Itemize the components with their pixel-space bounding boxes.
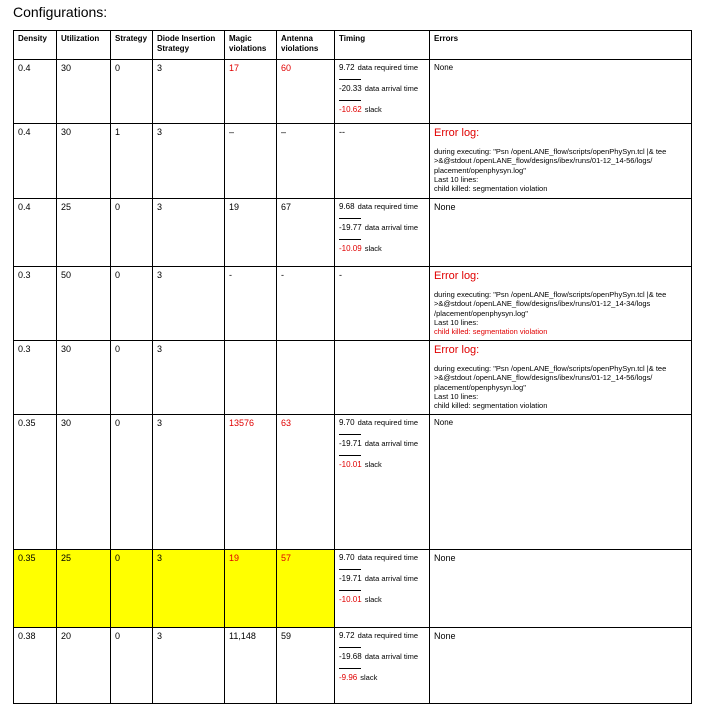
cell-strategy: 0 xyxy=(111,341,153,415)
cell-utilization: 30 xyxy=(57,60,111,124)
cell-strategy: 0 xyxy=(111,267,153,341)
cell-antenna: – xyxy=(277,124,335,199)
timing-arrival-label: data arrival time xyxy=(364,438,419,448)
cell-diode: 3 xyxy=(153,124,225,199)
cell-errors xyxy=(430,627,692,703)
timing-required: 9.70 xyxy=(339,417,355,427)
timing-divider xyxy=(339,455,361,456)
cell-diode: 3 xyxy=(153,549,225,627)
timing-arrival: -20.33 xyxy=(339,84,362,93)
table-row xyxy=(14,60,692,124)
table-row xyxy=(14,124,692,199)
table-row xyxy=(14,414,692,549)
cell-antenna: - xyxy=(277,267,335,341)
page-title: Configurations: xyxy=(13,4,108,20)
cell-errors xyxy=(430,199,692,267)
timing-arrival-label: data arrival time xyxy=(364,651,419,661)
configurations-table xyxy=(13,30,692,704)
cell-strategy: 0 xyxy=(111,60,153,124)
timing-arrival-label: data arrival time xyxy=(364,573,419,583)
timing-arrival-label: data arrival time xyxy=(364,223,419,232)
timing-slack: -9.96 xyxy=(339,672,358,682)
timing-divider xyxy=(339,100,361,101)
timing-required-label: data required time xyxy=(357,202,419,211)
cell-magic: - xyxy=(225,267,277,341)
cell-errors xyxy=(430,341,692,415)
cell-errors xyxy=(430,60,692,124)
error-log-message: child killed: segmentation violation xyxy=(434,327,548,337)
timing-arrival: -19.71 xyxy=(339,438,362,448)
header-errors: Errors xyxy=(430,31,692,60)
error-log-lines: Last 10 lines: xyxy=(434,174,479,184)
cell-density: 0.4 xyxy=(14,60,57,124)
cell-timing xyxy=(335,549,430,627)
cell-density: 0.38 xyxy=(14,627,57,703)
cell-diode: 3 xyxy=(153,414,225,549)
error-log-message: child killed: segmentation violation xyxy=(434,401,548,411)
cell-utilization: 30 xyxy=(57,124,111,199)
error-log-title: Error log: xyxy=(434,270,480,282)
table-row-highlighted xyxy=(14,549,692,627)
errors-none: None xyxy=(434,63,454,72)
error-log-text: during executing: "Psn /openLANE_flow/scripts/openPhySyn.tcl |& tee >&@stdout /openLANE_flow/designs/ibex/runs/01-12_14-56/logs/ placement/openphysyn.log" xyxy=(434,146,667,175)
cell-density: 0.35 xyxy=(14,414,57,549)
cell-diode: 3 xyxy=(153,199,225,267)
timing-divider xyxy=(339,434,361,435)
table-row xyxy=(14,199,692,267)
cell-errors xyxy=(430,414,692,549)
cell-strategy: 0 xyxy=(111,414,153,549)
timing-arrival: -19.77 xyxy=(339,223,362,232)
error-log-text: during executing: "Psn /openLANE_flow/scripts/openPhySyn.tcl |& tee >&@stdout /openLANE_flow/designs/ibex/runs/01-12_14-34/logs /placement/openphysyn.log" xyxy=(434,289,667,318)
errors-none: None xyxy=(434,630,456,641)
timing-divider xyxy=(339,569,361,570)
timing-slack-label: slack xyxy=(364,594,382,604)
header-magic-violations: Magic violations xyxy=(225,31,277,60)
timing-slack: -10.09 xyxy=(339,244,362,253)
cell-diode: 3 xyxy=(153,341,225,415)
cell-timing xyxy=(335,414,430,549)
timing-arrival-label: data arrival time xyxy=(364,84,419,93)
cell-strategy: 0 xyxy=(111,549,153,627)
timing-arrival: -19.68 xyxy=(339,651,362,661)
timing-divider xyxy=(339,239,361,240)
cell-strategy: 0 xyxy=(111,627,153,703)
cell-antenna: 57 xyxy=(277,549,335,627)
cell-diode: 3 xyxy=(153,627,225,703)
timing-required-label: data required time xyxy=(357,63,419,72)
table-row xyxy=(14,341,692,415)
cell-density: 0.3 xyxy=(14,341,57,415)
timing-required: 9.72 xyxy=(339,63,355,72)
cell-timing xyxy=(335,627,430,703)
cell-density: 0.4 xyxy=(14,124,57,199)
cell-magic xyxy=(225,341,277,415)
cell-utilization: 30 xyxy=(57,341,111,415)
cell-diode: 3 xyxy=(153,267,225,341)
cell-antenna: 67 xyxy=(277,199,335,267)
cell-magic: 11,148 xyxy=(225,627,277,703)
error-log-title: Error log: xyxy=(434,127,480,139)
cell-antenna: 59 xyxy=(277,627,335,703)
header-strategy: Strategy xyxy=(111,31,153,60)
cell-magic: 13576 xyxy=(225,414,277,549)
timing-arrival: -19.71 xyxy=(339,573,362,583)
timing-required: 9.72 xyxy=(339,630,355,640)
cell-density: 0.4 xyxy=(14,199,57,267)
cell-utilization: 30 xyxy=(57,414,111,549)
error-log-lines: Last 10 lines: xyxy=(434,317,479,327)
timing-required-label: data required time xyxy=(357,417,419,427)
cell-strategy: 1 xyxy=(111,124,153,199)
timing-divider xyxy=(339,647,361,648)
table-header-row xyxy=(14,31,692,60)
cell-density: 0.35 xyxy=(14,549,57,627)
timing-divider xyxy=(339,79,361,80)
timing-slack: -10.01 xyxy=(339,594,362,604)
timing-slack-label: slack xyxy=(360,672,378,682)
error-log-title: Error log: xyxy=(434,344,480,356)
cell-errors xyxy=(430,124,692,199)
timing-divider xyxy=(339,590,361,591)
header-antenna-violations: Antenna violations xyxy=(277,31,335,60)
error-log-text: during executing: "Psn /openLANE_flow/scripts/openPhySyn.tcl |& tee >&@stdout /openLANE_flow/designs/ibex/runs/01-12_14-56/logs/ placement/openphysyn.log" xyxy=(434,363,667,392)
cell-antenna: 60 xyxy=(277,60,335,124)
table-row xyxy=(14,267,692,341)
timing-required-label: data required time xyxy=(357,630,419,640)
cell-errors xyxy=(430,267,692,341)
cell-timing xyxy=(335,199,430,267)
table-row xyxy=(14,627,692,703)
timing-slack: -10.01 xyxy=(339,459,362,469)
cell-magic: 17 xyxy=(225,60,277,124)
cell-antenna: 63 xyxy=(277,414,335,549)
cell-antenna xyxy=(277,341,335,415)
cell-timing: - xyxy=(335,267,430,341)
header-timing: Timing xyxy=(335,31,430,60)
header-density: Density xyxy=(14,31,57,60)
cell-utilization: 20 xyxy=(57,627,111,703)
timing-slack-label: slack xyxy=(364,244,382,253)
cell-strategy: 0 xyxy=(111,199,153,267)
error-log-lines: Last 10 lines: xyxy=(434,391,479,401)
errors-none: None xyxy=(434,552,456,563)
timing-slack-label: slack xyxy=(364,105,382,114)
cell-density: 0.3 xyxy=(14,267,57,341)
timing-required-label: data required time xyxy=(357,552,419,562)
cell-magic: 19 xyxy=(225,549,277,627)
cell-magic: – xyxy=(225,124,277,199)
timing-slack-label: slack xyxy=(364,459,382,469)
timing-required: 9.68 xyxy=(339,202,355,211)
cell-utilization: 25 xyxy=(57,199,111,267)
cell-timing xyxy=(335,60,430,124)
cell-timing xyxy=(335,341,430,415)
errors-none: None xyxy=(434,202,456,212)
cell-errors xyxy=(430,549,692,627)
timing-slack: -10.62 xyxy=(339,105,362,114)
header-utilization: Utilization xyxy=(57,31,111,60)
cell-magic: 19 xyxy=(225,199,277,267)
header-diode-insertion-strategy: Diode Insertion Strategy xyxy=(153,31,225,60)
errors-none: None xyxy=(434,417,454,427)
cell-diode: 3 xyxy=(153,60,225,124)
cell-timing: -- xyxy=(335,124,430,199)
error-log-message: child killed: segmentation violation xyxy=(434,184,548,194)
timing-required: 9.70 xyxy=(339,552,355,562)
timing-divider xyxy=(339,218,361,219)
cell-utilization: 50 xyxy=(57,267,111,341)
cell-utilization: 25 xyxy=(57,549,111,627)
timing-divider xyxy=(339,668,361,669)
